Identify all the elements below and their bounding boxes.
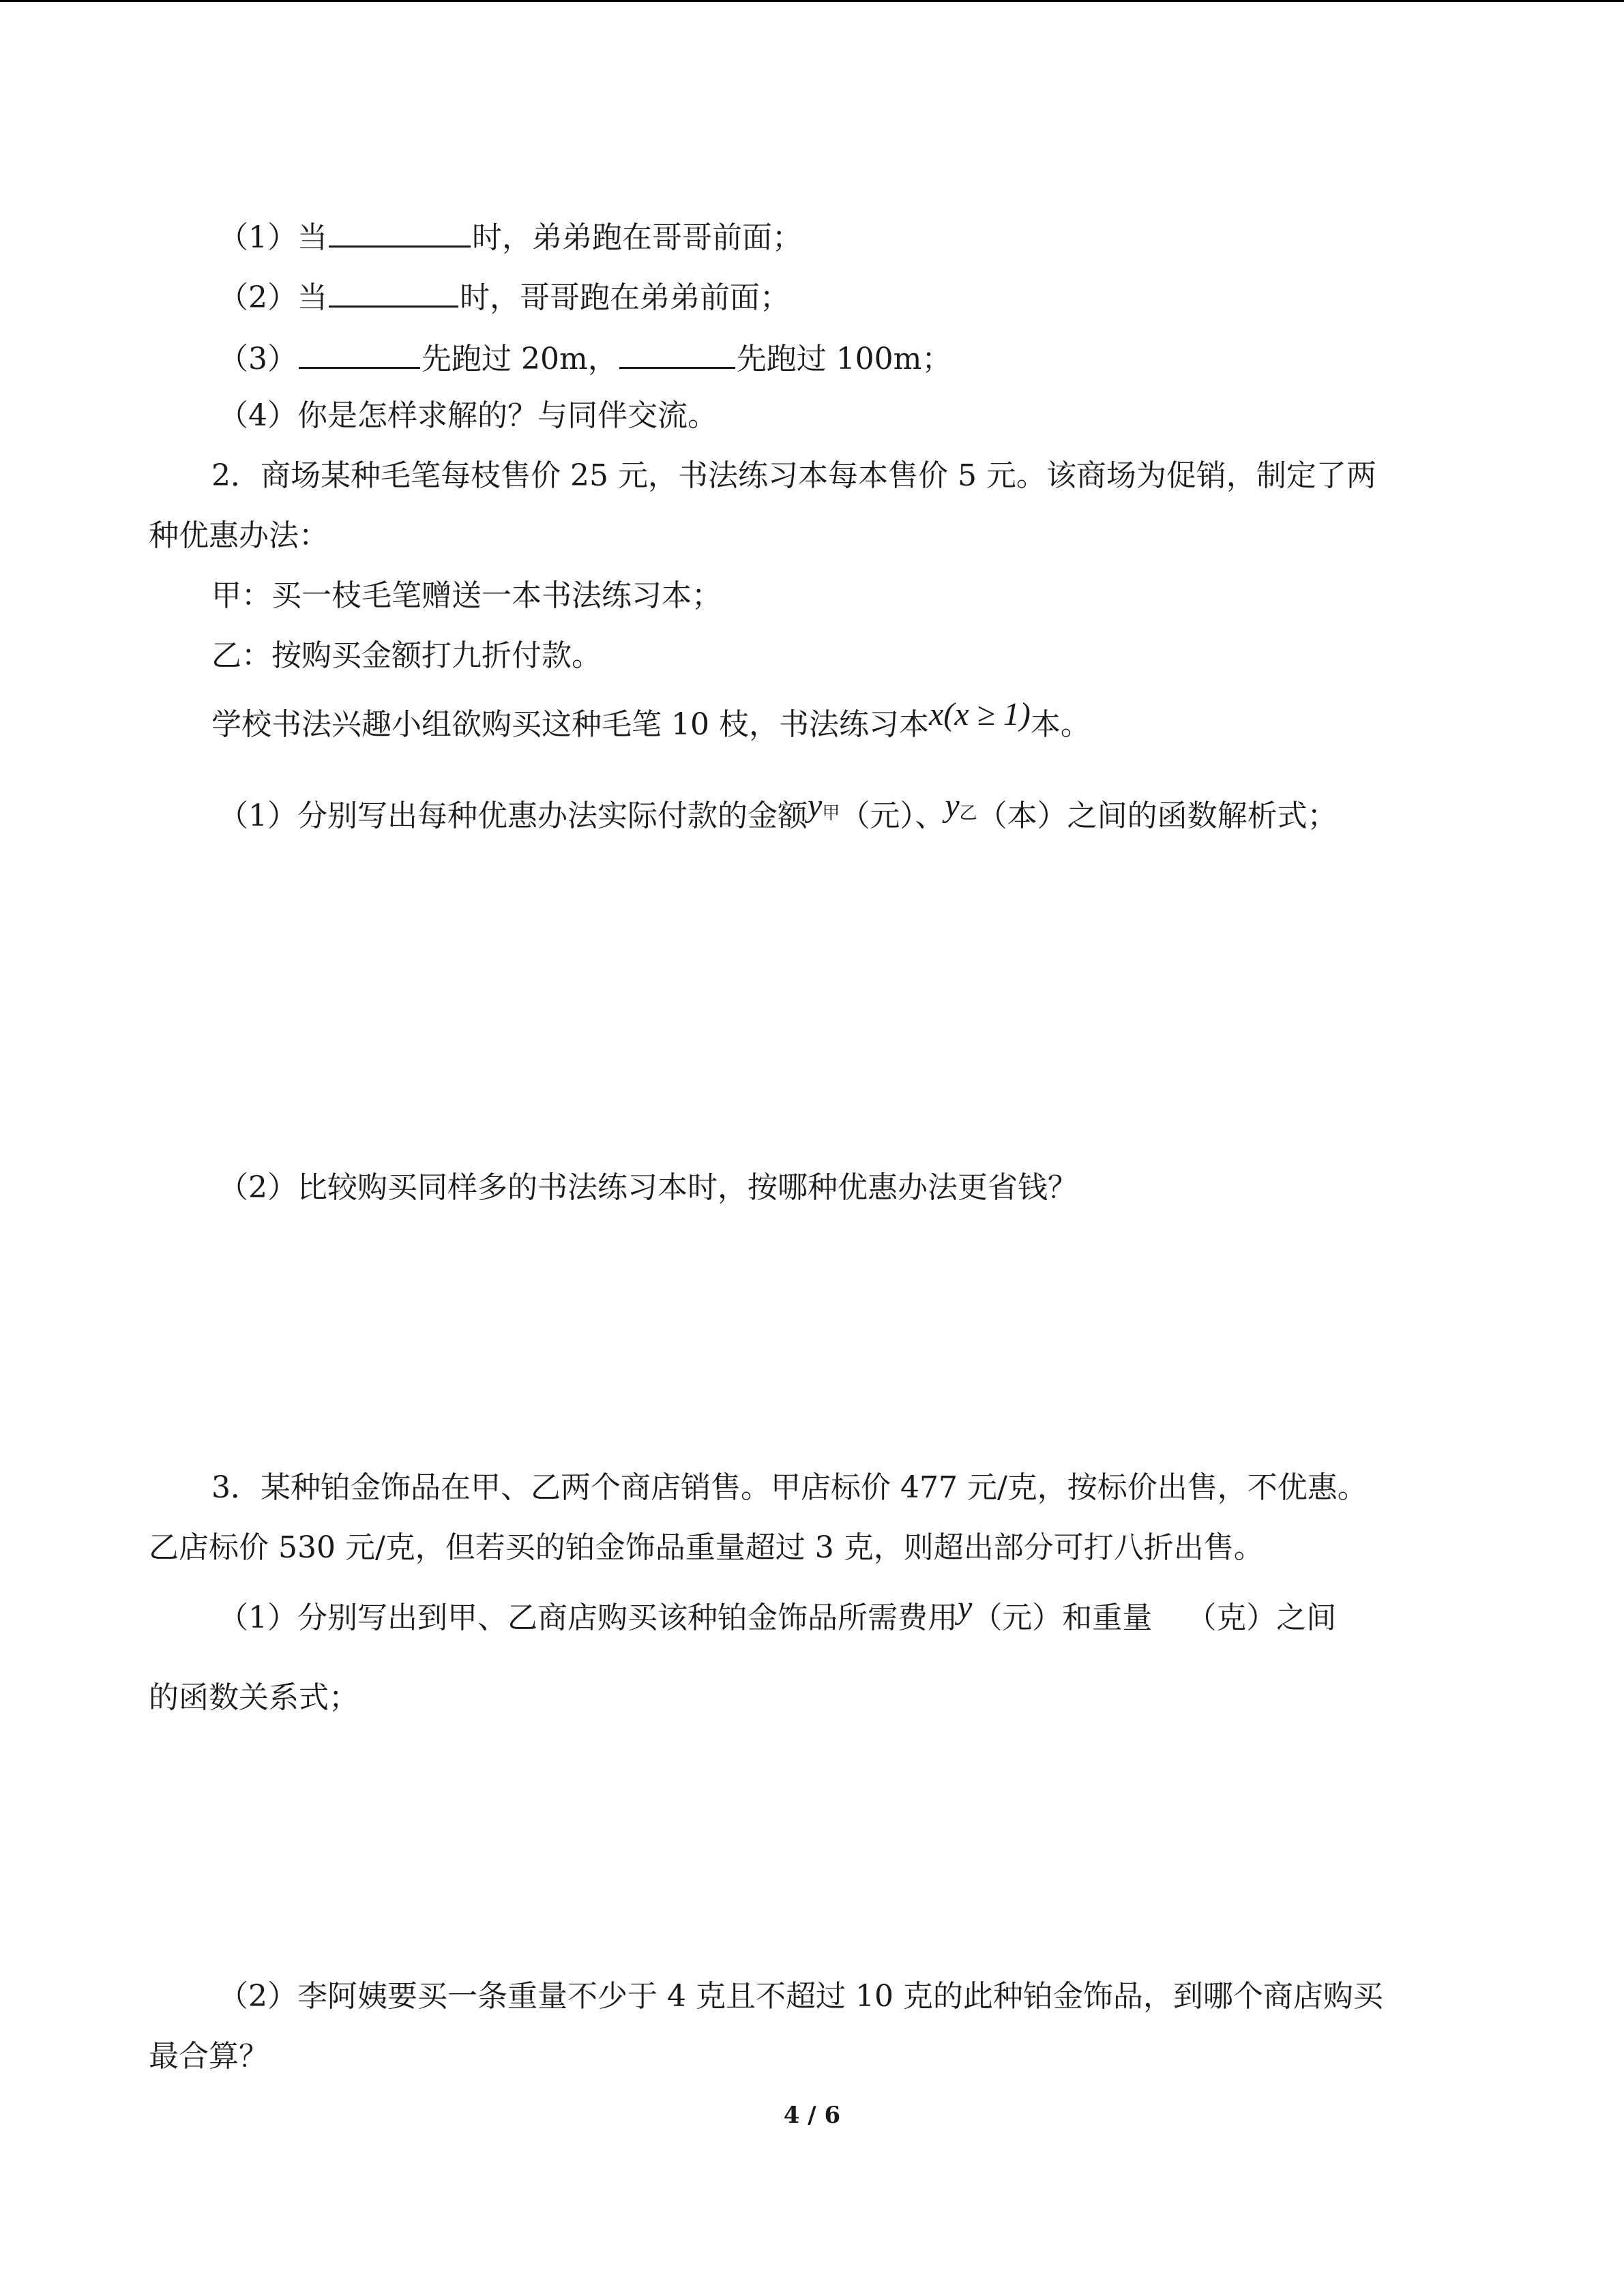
q3-part1-y: y: [958, 1590, 973, 1626]
q3-part1-text: （1）分别写出到甲、乙商店购买该种铂金饰品所需费用: [218, 1600, 958, 1635]
q2-plan-text: 学校书法兴趣小组欲购买这种毛笔 10 枝，书法练习本: [211, 707, 929, 742]
q3-part1-suffix: （克）之间: [1186, 1600, 1337, 1635]
q3-part2-line1: （2）李阿姨要买一条重量不少于 4 克且不超过 10 克的此种铂金饰品，到哪个商店购买: [218, 1979, 1383, 2014]
q1-part3-suffix: 先跑过 100m；: [736, 342, 952, 376]
q3-part1-middle: （元）和重量: [972, 1600, 1153, 1635]
q1-part1-prefix: （1）当: [218, 220, 327, 255]
q1-part3-middle: 先跑过 20m，: [422, 342, 618, 376]
page-number: 4 / 6: [783, 2102, 841, 2129]
top-border: [0, 0, 1624, 2]
q2-part1-middle: （元）、: [840, 799, 945, 833]
q1-part3: [218, 337, 951, 375]
q2-plan-math: x(x ≥ 1): [928, 696, 1031, 732]
q3-part1-line2: 的函数关系式；: [149, 1680, 359, 1715]
answer-blank[interactable]: [329, 215, 471, 248]
q3-intro-line1: 3．某种铂金饰品在甲、乙两个商店销售。甲店标价 477 元/克，按标价出售，不优惠。: [211, 1470, 1368, 1505]
q2-part1-suffix: （本）之间的函数解析式；: [977, 799, 1338, 833]
q3-part2-line2: 最合算？: [149, 2039, 269, 2074]
q3-intro-line2: 乙店标价 530 元/克，但若买的铂金饰品重量超过 3 克，则超出部分可打八折出售。: [149, 1530, 1264, 1565]
q2-part1-y-jia: y甲: [808, 788, 840, 824]
q1-part2: [218, 275, 790, 314]
q2-intro-line2: 种优惠办法：: [149, 518, 329, 553]
q1-part1: [218, 215, 802, 254]
q1-part2-prefix: （2）当: [218, 280, 327, 315]
q2-part1: [218, 788, 1338, 835]
answer-blank[interactable]: [329, 275, 458, 308]
q2-plan: [211, 696, 1091, 743]
answer-blank[interactable]: [619, 337, 735, 369]
q1-part1-suffix: 时，弟弟跑在哥哥前面；: [472, 220, 802, 255]
q1-part2-suffix: 时，哥哥跑在弟弟前面；: [460, 280, 790, 315]
q3-part1: [218, 1590, 1337, 1637]
q2-part1-y-yi: y乙: [945, 788, 977, 824]
q1-part4: （4）你是怎样求解的？与同伴交流。: [218, 398, 718, 433]
q2-intro-line1: 2．商场某种毛笔每枝售价 25 元，书法练习本每本售价 5 元。该商场为促销，制定了两: [211, 458, 1376, 493]
q2-plan-suffix: 本。: [1030, 707, 1091, 742]
q2-option-yi: 乙：按购买金额打九折付款。: [211, 638, 602, 673]
q2-option-jia: 甲：买一枝毛笔赠送一本书法练习本；: [211, 578, 722, 613]
q2-part2: （2）比较购买同样多的书法练习本时，按哪种优惠办法更省钱？: [218, 1170, 1078, 1205]
q2-part1-text: （1）分别写出每种优惠办法实际付款的金额: [218, 799, 808, 833]
q1-part3-prefix: （3）: [218, 342, 297, 376]
answer-blank[interactable]: [299, 337, 420, 369]
